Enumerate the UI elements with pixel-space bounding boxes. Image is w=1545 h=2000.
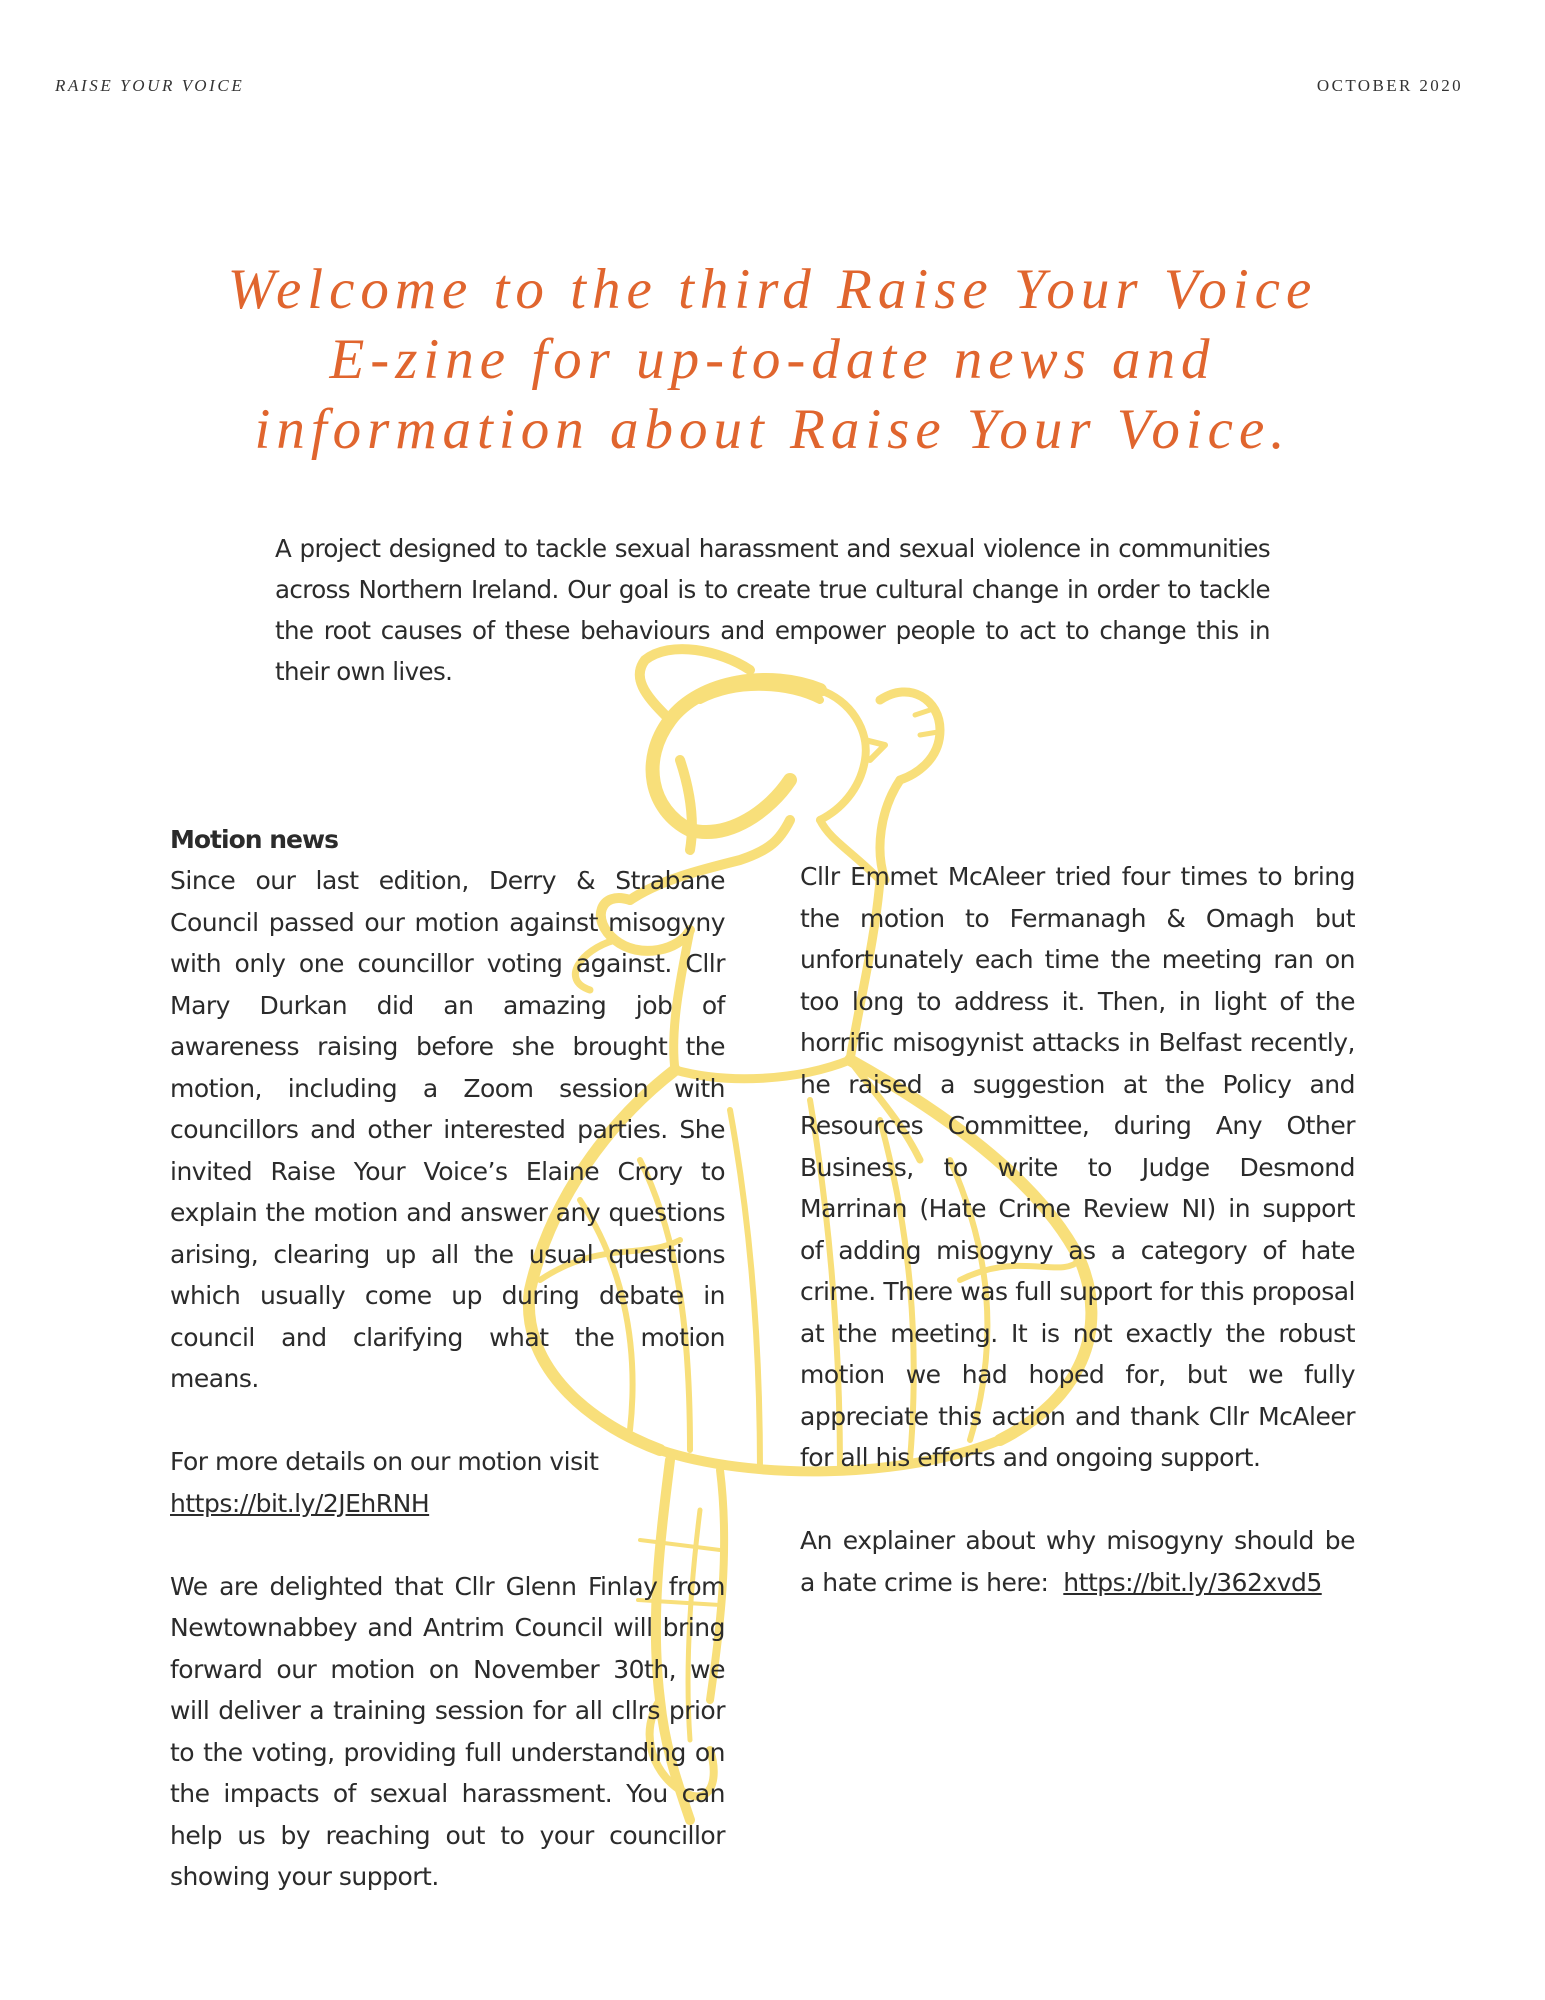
header-issue-date: OCTOBER 2020: [1316, 76, 1463, 95]
newtownabbey-paragraph: We are delighted that Cllr Glenn Finlay from Newtownabbey and Antrim Council will bring forward our motion on November 30th, we will deliver a training session for all cllrs prior to the voting, providing full understanding on the impacts of sexual harassment. You can help us by reaching out to your councillor showing your support.: [170, 1571, 725, 1891]
right-column: [800, 856, 1355, 1603]
explainer-text: An explainer about why misogyny should be a hate crime is here:: [800, 1526, 1355, 1597]
more-details-text: For more details on our motion visit: [170, 1447, 599, 1476]
project-intro: A project designed to tackle sexual harassment and sexual violence in communities across Northern Ireland. Our goal is to create true cultural change in order to tackle the root causes of these behaviours and empower people to act to change this in their own lives.: [275, 534, 1270, 686]
title-line-1: Welcome to the third Raise Your Voice: [227, 258, 1318, 321]
left-column: [170, 820, 725, 1898]
section-heading-motion-news: Motion news: [170, 825, 338, 854]
explainer-paragraph: [800, 1520, 1355, 1603]
motion-news-paragraph: Since our last edition, Derry & Strabane Council passed our motion against misogyny with only one councillor voting against. Cllr Mary Durkan did an amazing job of awareness raising before she brought the motion, including a Zoom session with councillors and other interested parties. She invited Raise Your Voice’s Elaine Crory to explain the motion and answer any questions arising, clearing up all the usual questions which usually come up during debate in council and clarifying what the motion means.: [170, 866, 725, 1393]
ezine-title: [140, 255, 1405, 465]
title-line-3: information about Raise Your Voice.: [254, 398, 1291, 461]
explainer-link[interactable]: https://bit.ly/362xvd5: [1063, 1567, 1322, 1597]
header-publication-name: RAISE YOUR VOICE: [55, 76, 245, 95]
motion-details-link[interactable]: https://bit.ly/2JEhRNH: [170, 1488, 430, 1518]
fermanagh-omagh-paragraph: Cllr Emmet McAleer tried four times to bring the motion to Fermanagh & Omagh but unfortunately each time the meeting ran on too long to address it. Then, in light of the horrific misogynist attacks in Belfast recently, he raised a suggestion at the Policy and Resources Committee, during Any Other Business, to write to Judge Desmond Marrinan (Hate Crime Review NI) in support of adding misogyny as a category of hate crime. There was full support for this proposal at the meeting. It is not exactly the robust motion we had hoped for, but we fully appreciate this action and thank Cllr McAleer for all his efforts and ongoing support.: [800, 862, 1355, 1472]
title-line-2: E-zine for up-to-date news and: [329, 328, 1216, 391]
